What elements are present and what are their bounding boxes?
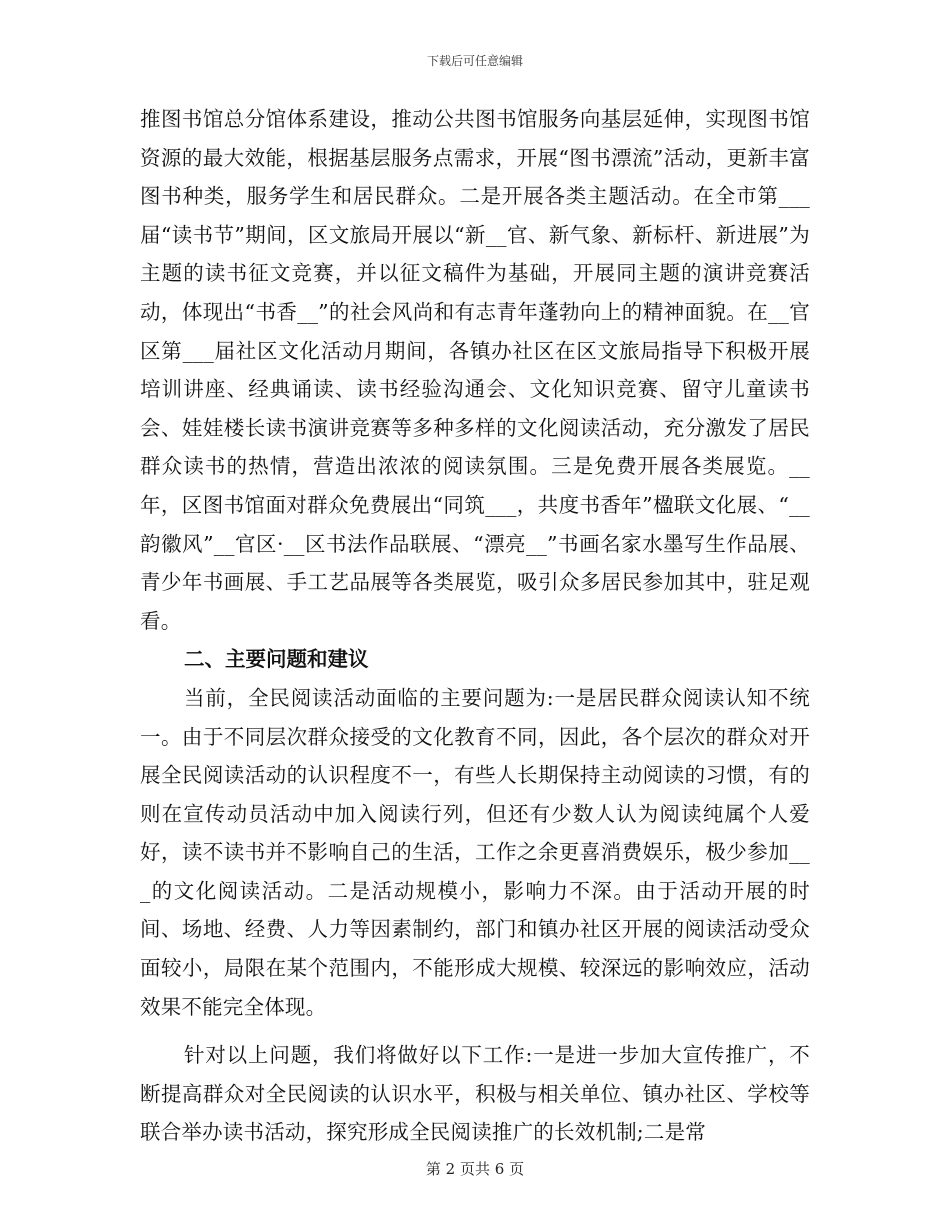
body-paragraph-2: 当前，全民阅读活动面临的主要问题为:一是居民群众阅读认知不统一。由于不同层次群众接受的文化教育不同，因此，各个层次的群众对开展全民阅读活动的认识程度不一，有些人长期保持主动阅读的习惯，有的则在宣传动员活动中加入阅读行列，但还有少数人认为阅读纯属个人爱好，读不读书并不影响自己的生活，工作之余更喜消费娱乐，极少参加___的文化阅读活动。二是活动规模小，影响力不深。由于活动开展的时间、场地、经费、人力等因素制约，部门和镇办社区开展的阅读活动受众面较小，局限在某个范围内，不能形成大规模、较深远的影响效应，活动效果不能完全体现。 [140, 685, 810, 1019]
page-footer-page-number: 第 2 页共 6 页 [425, 1160, 525, 1178]
page-header: 下载后可任意编辑 [426, 54, 523, 68]
section-heading-problems-suggestions: 二、主要问题和建议 [184, 647, 369, 672]
document-body [140, 100, 810, 1152]
body-paragraph-3: 针对以上问题，我们将做好以下工作:一是进一步加大宣传推广，不断提高群众对全民阅读的认识水平，积极与相关单位、镇办社区、学校等联合举办读书活动，探究形成全民阅读推广的长效机制;二是常 [140, 1043, 810, 1145]
body-paragraph-1: 推图书馆总分馆体系建设，推动公共图书馆服务向基层延伸，实现图书馆资源的最大效能，根据基层服务点需求，开展“图书漂流”活动，更新丰富图书种类，服务学生和居民群众。二是开展各类主题活动。在全市第___届“读书节”期间，区文旅局开展以“新__官、新气象、新标杆、新进展”为主题的读书征文竞赛，并以征文稿件为基础，开展同主题的演讲竞赛活动，体现出“书香__”的社会风尚和有志青年蓬勃向上的精神面貌。在__官区第___届社区文化活动月期间，各镇办社区在区文旅局指导下积极开展培训讲座、经典诵读、读书经验沟通会、文化知识竞赛、留守儿童读书会、娃娃楼长读书演讲竞赛等多种多样的文化阅读活动，充分激发了居民群众读书的热情，营造出浓浓的阅读氛围。三是免费开展各类展览。__年，区图书馆面对群众免费展出“同筑___，共度书香年”楹联文化展、“__韵徽风”__官区·__区书法作品联展、“漂亮__”书画名家水墨写生作品展、青少年书画展、手工艺品展等各类展览，吸引众多居民参加其中，驻足观看。 [140, 107, 810, 633]
